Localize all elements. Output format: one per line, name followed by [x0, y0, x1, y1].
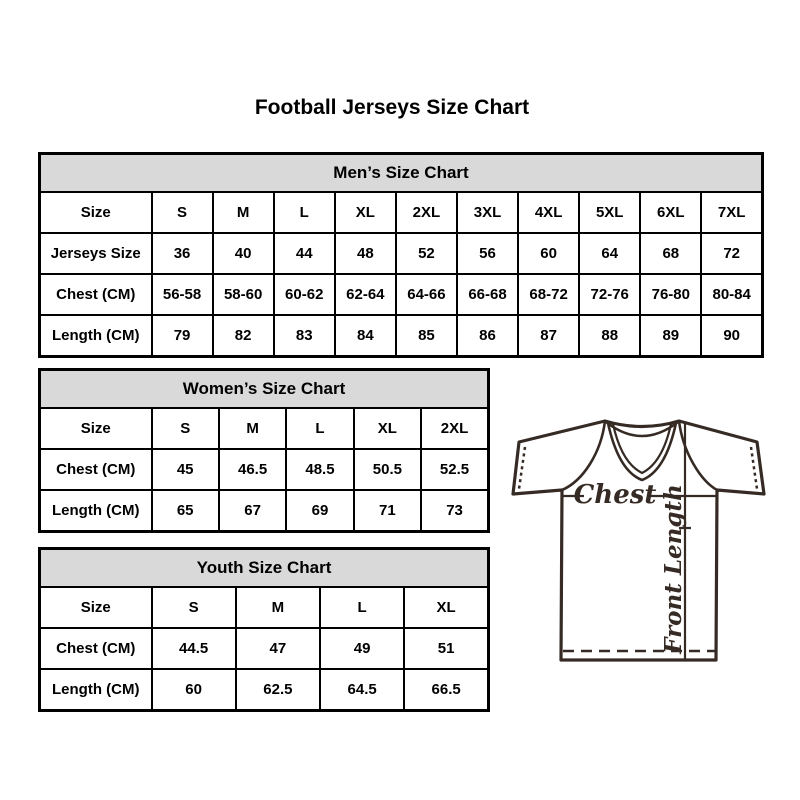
cell-value: 46.5 — [219, 449, 286, 490]
table-title-row — [40, 154, 763, 193]
cell-value: 2XL — [396, 192, 457, 233]
row-label: Chest (CM) — [40, 274, 152, 315]
cell-value: 76-80 — [640, 274, 701, 315]
cell-value: 56-58 — [152, 274, 213, 315]
cell-value: 60 — [152, 669, 236, 711]
cell-value: 80-84 — [701, 274, 762, 315]
cell-value: 72-76 — [579, 274, 640, 315]
collar-outer-v — [608, 423, 676, 480]
cell-value: 51 — [404, 628, 488, 669]
row-label: Size — [40, 192, 152, 233]
cell-value: L — [274, 192, 335, 233]
cell-value: S — [152, 192, 213, 233]
cell-value: 90 — [701, 315, 762, 357]
cell-value: 3XL — [457, 192, 518, 233]
cell-value: M — [219, 408, 286, 449]
cell-value: 64.5 — [320, 669, 404, 711]
row-label: Chest (CM) — [40, 628, 152, 669]
cell-value: 58-60 — [213, 274, 274, 315]
womens-size-table — [38, 368, 490, 533]
cell-value: 79 — [152, 315, 213, 357]
cell-value: 66.5 — [404, 669, 488, 711]
cell-value: 67 — [219, 490, 286, 532]
row-label: Length (CM) — [40, 669, 152, 711]
cell-value: 71 — [354, 490, 421, 532]
cell-value: 4XL — [518, 192, 579, 233]
cell-value: 68-72 — [518, 274, 579, 315]
jersey-diagram — [505, 398, 775, 673]
cell-value: XL — [404, 587, 488, 628]
table-row — [40, 408, 489, 449]
table-title-row — [40, 370, 489, 409]
youth-size-table — [38, 547, 490, 712]
cell-value: 44 — [274, 233, 335, 274]
table-row — [40, 449, 489, 490]
cell-value: 62.5 — [236, 669, 320, 711]
row-label: Chest (CM) — [40, 449, 152, 490]
row-label: Length (CM) — [40, 315, 152, 357]
table-title: Men’s Size Chart — [40, 154, 763, 193]
table-row — [40, 315, 763, 357]
cell-value: 65 — [152, 490, 219, 532]
table-row — [40, 233, 763, 274]
cell-value: 85 — [396, 315, 457, 357]
table-row — [40, 628, 489, 669]
cell-value: XL — [354, 408, 421, 449]
cell-value: 36 — [152, 233, 213, 274]
row-label: Jerseys Size — [40, 233, 152, 274]
cell-value: 52 — [396, 233, 457, 274]
table-row — [40, 669, 489, 711]
cell-value: 50.5 — [354, 449, 421, 490]
cell-value: 56 — [457, 233, 518, 274]
cell-value: 83 — [274, 315, 335, 357]
cell-value: 86 — [457, 315, 518, 357]
cell-value: 73 — [421, 490, 488, 532]
cell-value: 48.5 — [286, 449, 353, 490]
cell-value: 2XL — [421, 408, 488, 449]
table-title: Youth Size Chart — [40, 549, 489, 588]
cell-value: 69 — [286, 490, 353, 532]
cell-value: M — [236, 587, 320, 628]
cell-value: S — [152, 587, 236, 628]
cell-value: 62-64 — [335, 274, 396, 315]
cell-value: 60 — [518, 233, 579, 274]
right-cuff-stitch — [751, 447, 757, 489]
cell-value: 64-66 — [396, 274, 457, 315]
cell-value: L — [286, 408, 353, 449]
cell-value: 82 — [213, 315, 274, 357]
cell-value: M — [213, 192, 274, 233]
table-row — [40, 587, 489, 628]
cell-value: 6XL — [640, 192, 701, 233]
table-row — [40, 274, 763, 315]
jersey-outline — [513, 421, 764, 660]
cell-value: 89 — [640, 315, 701, 357]
cell-value: 44.5 — [152, 628, 236, 669]
cell-value: 88 — [579, 315, 640, 357]
cell-value: L — [320, 587, 404, 628]
cell-value: 64 — [579, 233, 640, 274]
row-label: Length (CM) — [40, 490, 152, 532]
cell-value: 68 — [640, 233, 701, 274]
cell-value: 66-68 — [457, 274, 518, 315]
chest-label: Chest — [573, 480, 657, 510]
table-title: Women’s Size Chart — [40, 370, 489, 409]
left-cuff-stitch — [519, 447, 525, 489]
front-length-label: Front Length — [660, 484, 687, 654]
cell-value: 52.5 — [421, 449, 488, 490]
cell-value: XL — [335, 192, 396, 233]
table-row — [40, 490, 489, 532]
cell-value: 72 — [701, 233, 762, 274]
row-label: Size — [40, 408, 152, 449]
cell-value: 84 — [335, 315, 396, 357]
cell-value: 47 — [236, 628, 320, 669]
cell-value: 60-62 — [274, 274, 335, 315]
cell-value: S — [152, 408, 219, 449]
mens-size-table — [38, 152, 764, 358]
cell-value: 49 — [320, 628, 404, 669]
table-title-row — [40, 549, 489, 588]
cell-value: 48 — [335, 233, 396, 274]
cell-value: 45 — [152, 449, 219, 490]
cell-value: 40 — [213, 233, 274, 274]
cell-value: 5XL — [579, 192, 640, 233]
table-row — [40, 192, 763, 233]
page-title: Football Jerseys Size Chart — [254, 96, 530, 119]
cell-value: 7XL — [701, 192, 762, 233]
cell-value: 87 — [518, 315, 579, 357]
row-label: Size — [40, 587, 152, 628]
